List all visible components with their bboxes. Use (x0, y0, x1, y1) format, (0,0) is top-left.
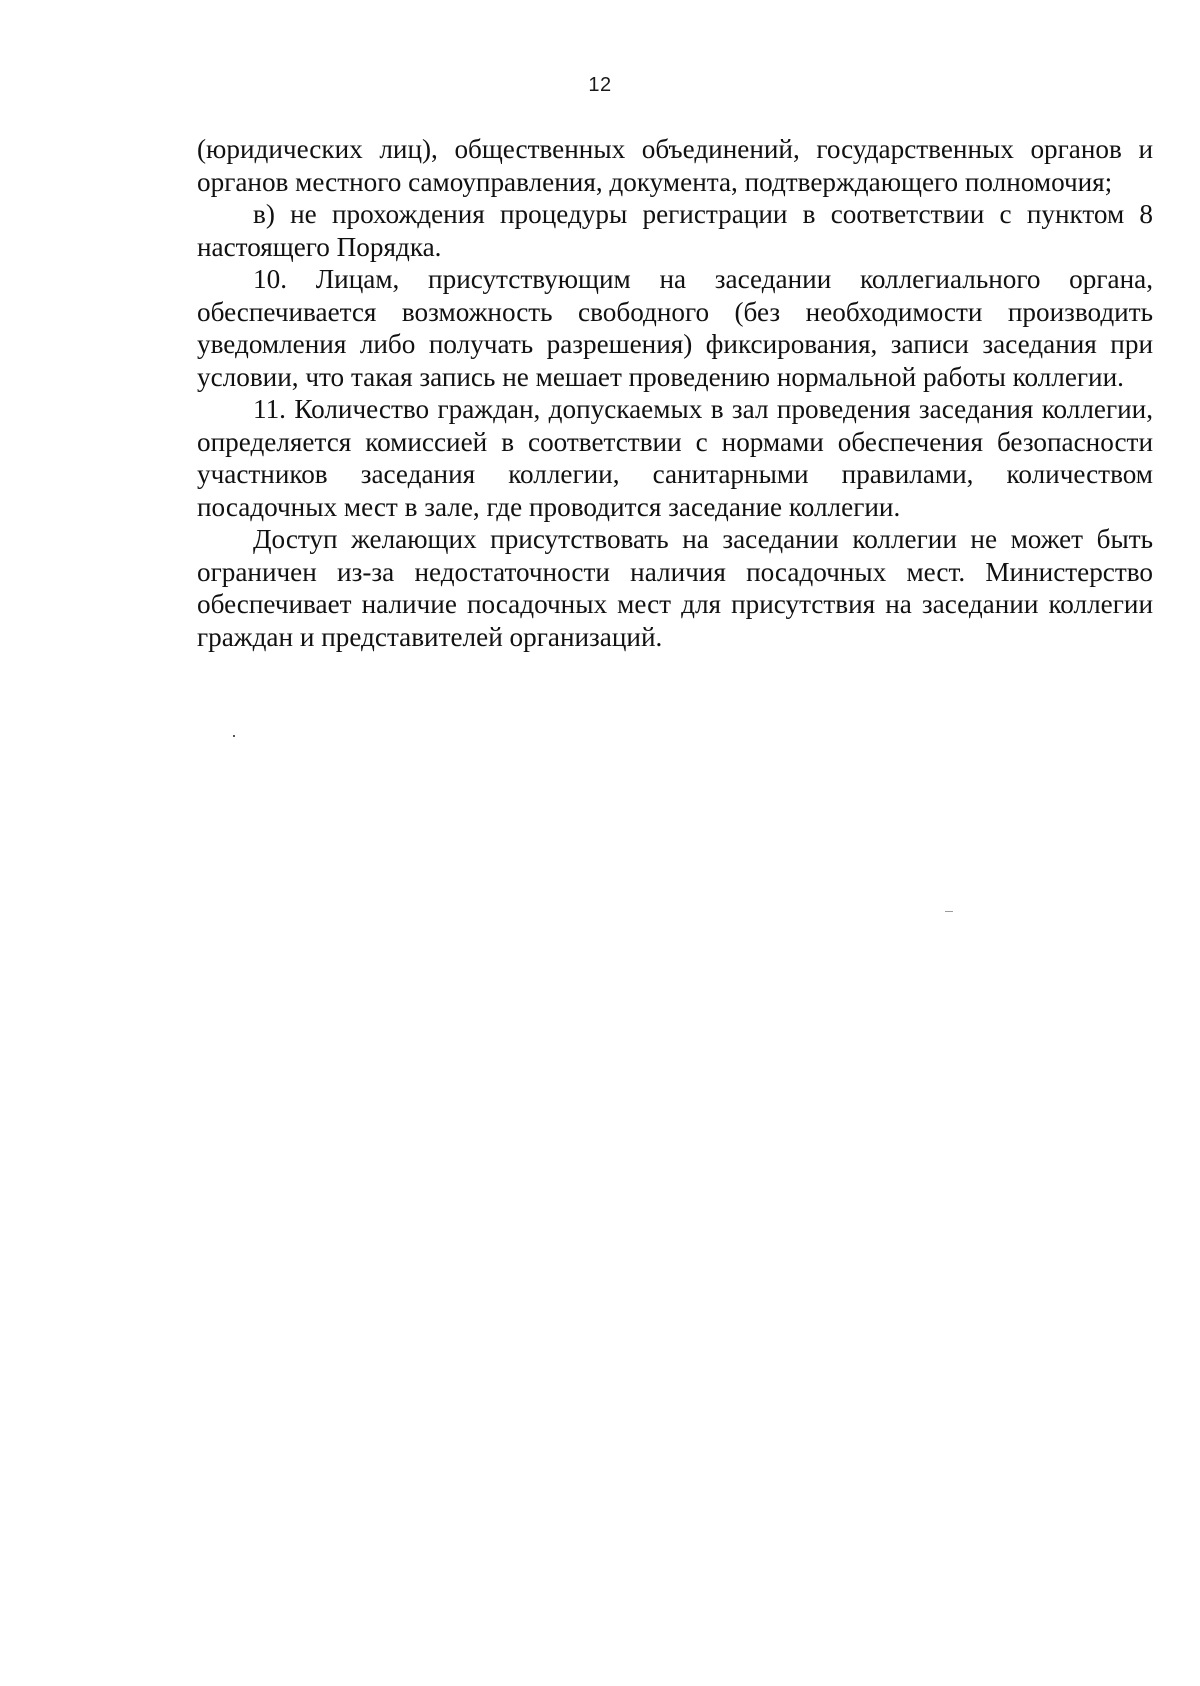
paragraph-item-11: 11. Количество граждан, допускаемых в зал проведения заседания коллегии, определяется комиссией в соответствии с нормами обеспечения безопасности участников заседания коллегии, санитарными правилами, количеством посадочных мест в зале, где проводится заседание коллегии. (197, 394, 1153, 522)
paragraph-continuation: (юридических лиц), общественных объединений, государственных органов и органов местного самоуправления, документа, подтверждающего полномочия; (197, 134, 1153, 197)
page-number: 12 (588, 74, 612, 96)
scan-speck (945, 911, 953, 912)
document-body (197, 133, 1153, 653)
scan-speck (233, 735, 235, 737)
paragraph-item-10: 10. Лицам, присутствующим на заседании коллегиального органа, обеспечивается возможность свободного (без необходимости производить уведомления либо получать разрешения) фиксирования, записи заседания при условии, что такая запись не мешает проведению нормальной работы коллегии. (197, 264, 1153, 392)
paragraph-item-v: в) не прохождения процедуры регистрации в соответствии с пунктом 8 настоящего Порядка. (197, 199, 1153, 262)
paragraph-access: Доступ желающих присутствовать на заседании коллегии не может быть ограничен из-за недостаточности наличия посадочных мест. Министерство обеспечивает наличие посадочных мест для присутствия на заседании коллегии граждан и представителей организаций. (197, 524, 1153, 652)
